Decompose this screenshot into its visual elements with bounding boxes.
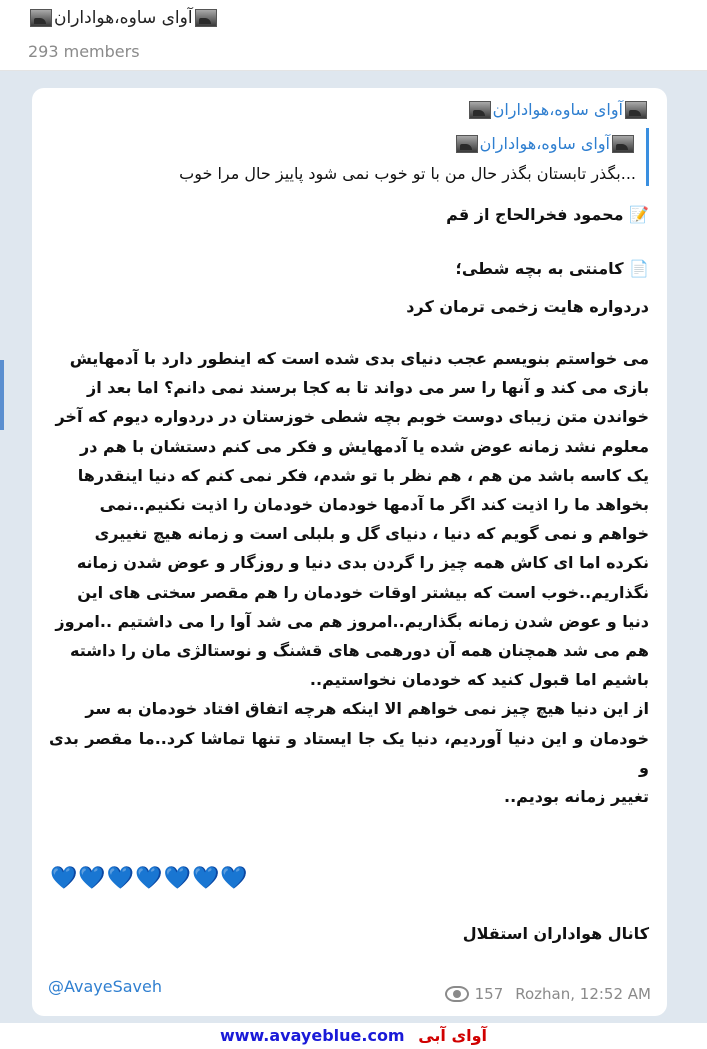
paragraph-line: می خواستم بنویسم عجب دنیای بدی شده است که اینطور دارد با آدمهایش <box>69 349 649 368</box>
paragraph-line: نگذاریم..خوب است که بیشتر اوقات خودمان را هم مقصر سختی های این <box>77 582 649 602</box>
spacer <box>49 230 649 254</box>
reply-author-name: آوای ساوه،هواداران <box>479 134 610 153</box>
channel-title[interactable] <box>28 8 219 28</box>
view-count: 157 <box>474 985 504 1003</box>
footer-watermark <box>0 1023 707 1049</box>
paragraph-line: بازی می کند و آنها را سر می دواند تا به کجا برسند نمی دانم؟ اما بعد از <box>87 378 649 398</box>
chat-header[interactable] <box>0 0 707 71</box>
channel-avatar-icon <box>612 135 634 153</box>
channel-name: آوای ساوه،هواداران <box>54 8 193 28</box>
eye-icon <box>445 986 469 1002</box>
footer-site: www.avayeblue.com <box>219 1026 405 1045</box>
channel-avatar-icon <box>195 9 217 27</box>
paragraph-line: خودمان و این دنیا آوردیم، دنیا یک جا ایستاد و تنها تماشا کرد..ما مقصر بدی و <box>49 728 649 777</box>
footer-name: آوای آبی <box>418 1026 488 1045</box>
channel-link[interactable]: @AvayeSaveh <box>48 977 163 996</box>
author-name: محمود فخرالحاج از قم <box>446 205 624 224</box>
message-meta <box>445 985 651 1003</box>
paragraph-line: یک کاسه باشد من هم ، هم نظر با تو شدم، فکر نمی کنم که دنیا اینقدرها <box>77 465 649 485</box>
comment-title: کامنتی به بچه شطی؛ <box>455 259 624 278</box>
reply-text: ...بگذر تابستان بگذر حال من با تو خوب نمی شود پاییز حال مرا خوب <box>179 164 636 183</box>
message-text <box>49 200 649 811</box>
paragraph-line: خواهم و نمی گویم که دنیا ، دنیای گل و بلبلی است و زمانه هیچ تغییری <box>94 524 649 544</box>
spacer <box>49 284 649 292</box>
forwarded-from-name: آوای ساوه،هواداران <box>492 100 623 119</box>
reply-preview[interactable] <box>46 128 649 186</box>
paragraph-line: بخواهد ما را اذیت کند اگر ما آدمها خودمان خودمان را اذیت نکنیم..نمی <box>99 495 649 515</box>
blue-hearts: 💙💙💙💙💙💙💙 <box>50 866 249 891</box>
spacer <box>49 322 649 344</box>
paragraph-line: تغییر زمانه بودیم.. <box>504 787 649 807</box>
paragraph-line: معلوم نشد زمانه عوض شده یا آدمهایش و فکر می کنم دستشان با هم در <box>80 436 649 456</box>
document-icon: 📄 <box>629 259 649 278</box>
paragraph-line: نکرده اما ای کاش همه چیز را گردن بدی دنیا و روزگار و عوض شدن زمانه <box>76 553 649 573</box>
pencil-icon: 📝 <box>629 205 649 224</box>
paragraph-line: از این دنیا هیچ چیز نمی خواهم الا اینکه هرچه اتفاق افتاد خودمان به سر <box>85 699 649 719</box>
paragraph-line: هم می شد همچنان همه آن دورهمی های قشنگ و نوستالژی مان را داشته <box>70 641 649 661</box>
member-count: 293 members <box>28 42 140 61</box>
channel-avatar-icon <box>456 135 478 153</box>
channel-avatar-icon <box>625 101 647 119</box>
subtitle: دردواره هایت زخمی ترمان کرد <box>406 297 649 316</box>
channel-avatar-icon <box>469 101 491 119</box>
paragraph-line: دنیا و عوض شدن زمانه بگذاریم..امروز هم می شد آوا را می داشتیم ..امروز <box>55 611 649 631</box>
paragraph-line: باشیم اما قبول کنید که خودمان نخواستیم.. <box>309 670 649 690</box>
paragraph-line: خواندن متن زیبای دوست خوبم بچه شطی خوزستان در دردواره دیوم که آخر <box>55 407 649 427</box>
comment-title-line <box>49 254 649 284</box>
author-time: Rozhan, 12:52 AM <box>515 985 651 1003</box>
channel-avatar-icon <box>30 9 52 27</box>
author-line <box>49 200 649 230</box>
message-paragraph <box>49 344 649 811</box>
channel-signature: کانال هواداران استقلال <box>462 924 649 943</box>
scroll-indicator[interactable] <box>0 360 4 430</box>
reply-author <box>454 134 636 153</box>
message-bubble[interactable] <box>32 88 667 1016</box>
forwarded-from[interactable] <box>467 100 649 119</box>
